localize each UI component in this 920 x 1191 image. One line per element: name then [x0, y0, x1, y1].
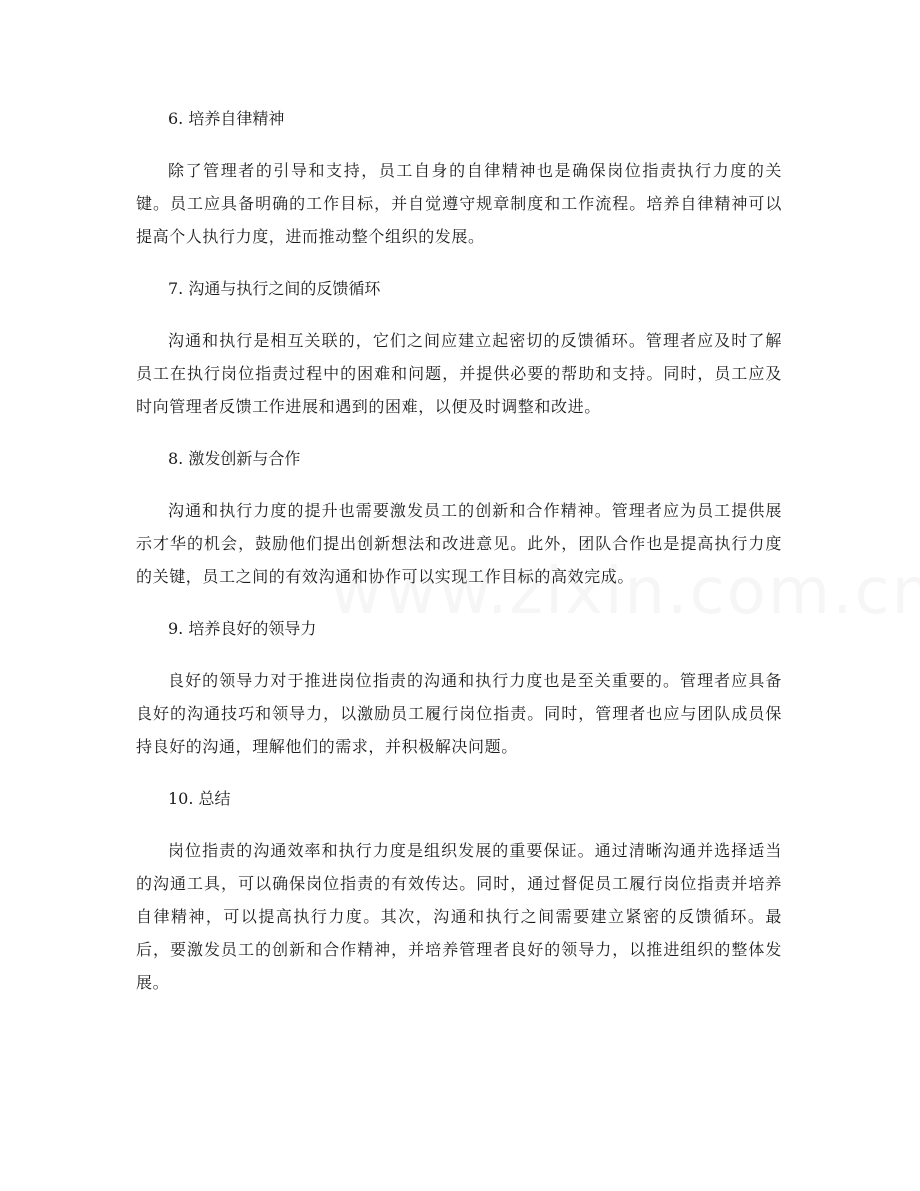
section-paragraph: 沟通和执行力度的提升也需要激发员工的创新和合作精神。管理者应为员工提供展示才华的机会，鼓励他们提出创新想法和改进意见。此外，团队合作也是提高执行力度的关键，员工之间的有效沟通和协作可以实现工作目标的高效完成。 [136, 501, 782, 586]
section-heading: 7. 沟通与执行之间的反馈循环 [168, 279, 381, 298]
section-heading: 9. 培养良好的领导力 [168, 619, 317, 638]
section-heading: 6. 培养自律精神 [168, 109, 285, 128]
section-paragraph: 良好的领导力对于推进岗位指责的沟通和执行力度也是至关重要的。管理者应具备良好的沟通技巧和领导力，以激励员工履行岗位指责。同时，管理者也应与团队成员保持良好的沟通，理解他们的需求，并积极解决问题。 [136, 671, 782, 756]
section-paragraph: 沟通和执行是相互关联的，它们之间应建立起密切的反馈循环。管理者应及时了解员工在执行岗位指责过程中的困难和问题，并提供必要的帮助和支持。同时，员工应及时向管理者反馈工作进展和遇到的困难，以便及时调整和改进。 [136, 331, 782, 416]
section-8 [136, 440, 782, 593]
section-heading: 8. 激发创新与合作 [168, 449, 301, 468]
document-body [136, 100, 782, 1016]
section-9 [136, 610, 782, 763]
section-10 [136, 780, 782, 999]
section-7 [136, 270, 782, 423]
section-heading: 10. 总结 [168, 789, 231, 808]
section-6 [136, 100, 782, 253]
section-paragraph: 岗位指责的沟通效率和执行力度是组织发展的重要保证。通过清晰沟通并选择适当的沟通工具，可以确保岗位指责的有效传达。同时，通过督促员工履行岗位指责并培养自律精神，可以提高执行力度。其次，沟通和执行之间需要建立紧密的反馈循环。最后，要激发员工的创新和合作精神，并培养管理者良好的领导力，以推进组织的整体发展。 [136, 841, 782, 992]
section-paragraph: 除了管理者的引导和支持，员工自身的自律精神也是确保岗位指责执行力度的关键。员工应具备明确的工作目标，并自觉遵守规章制度和工作流程。培养自律精神可以提高个人执行力度，进而推动整个组织的发展。 [136, 161, 782, 246]
